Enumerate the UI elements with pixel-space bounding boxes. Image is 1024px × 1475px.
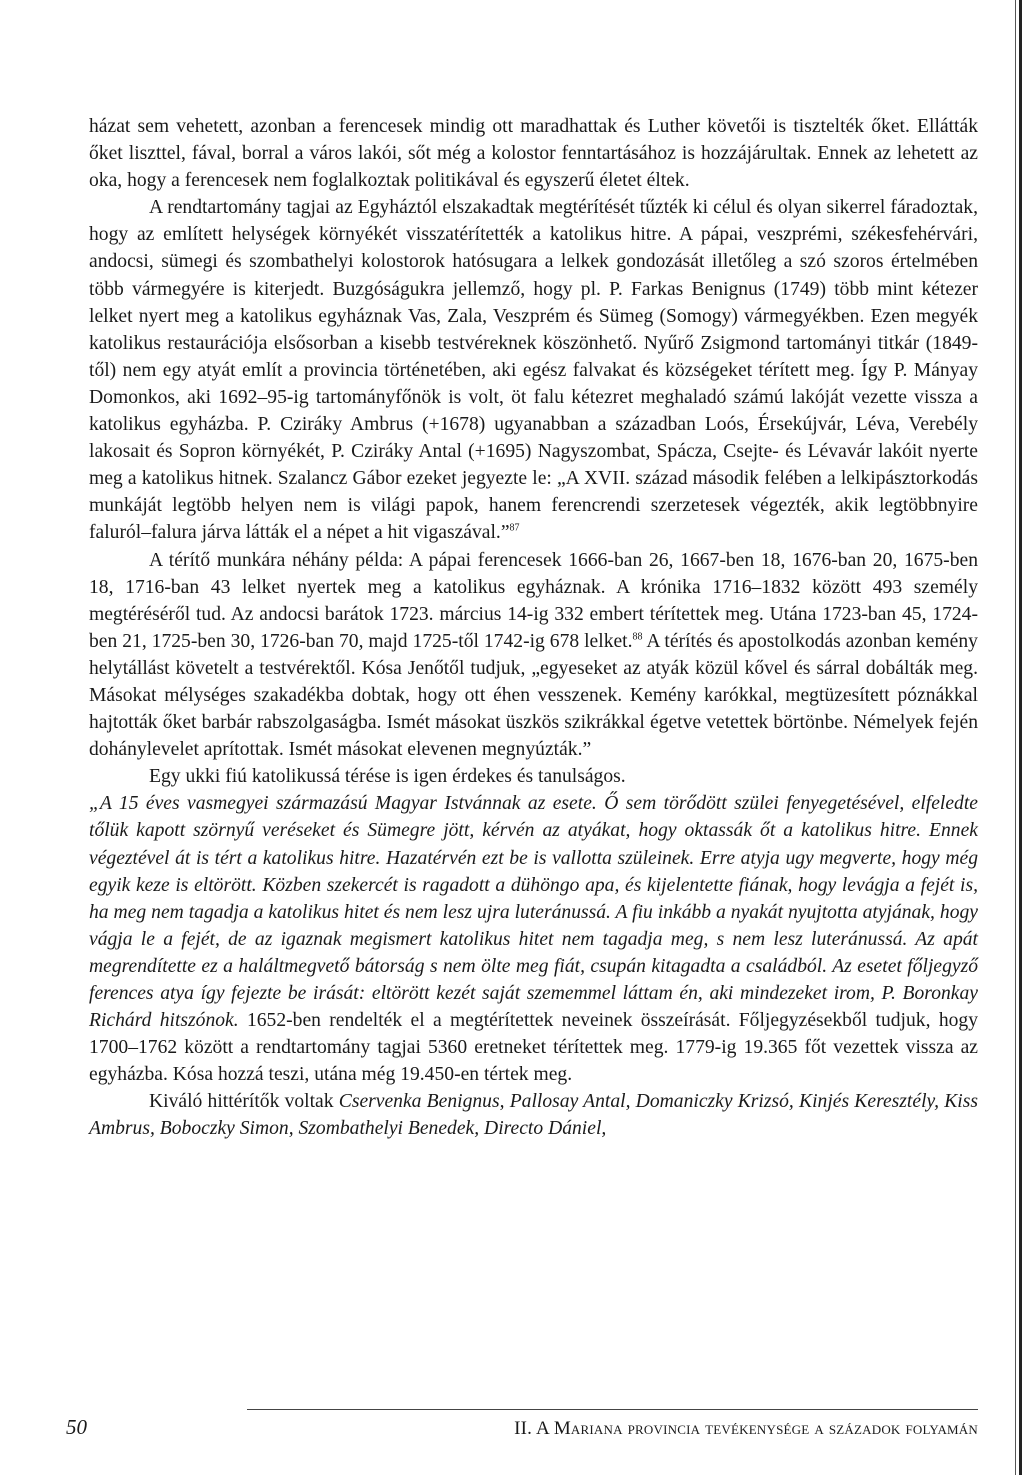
paragraph-3-text: A térítő munkára néhány példa: A pápai ferencesek 1666-ban 26, 1667-ben 18, 1676-ban 20, 1675-ben 18, 1716-ban 43 lelket nyertek meg a katolikus egyháznak. A krónika 1716–1832 között 493 személy megtéréséről tud. Az andocsi barátok 1723. március 14-ig 332 embert térítettek meg. Utána 1723-ban 45, 1724-ben 21, 1725-ben 30, 1726-ban 70, majd 1725-től 1742-ig 678 lelket.: [89, 549, 978, 652]
footnote-ref-88: 88: [632, 631, 643, 643]
footnote-ref-87: 87: [509, 522, 520, 534]
page-edge-rule-thin: [1015, 0, 1016, 1475]
paragraph-4: Egy ukki fiú katolikussá térése is igen érdekes és tanulságos.: [149, 766, 626, 788]
paragraph-3: [89, 547, 978, 764]
paragraph-2: [89, 194, 978, 546]
missionary-names: Cservenka Benignus, Pallosay Antal, Domaniczky Krizsó, Kinjés Keresztély, Kiss Ambrus, Boboczky Simon, Szombathelyi Benedek, Directo Dániel,: [89, 1091, 978, 1140]
footer-rule: [247, 1409, 978, 1410]
paragraph-2-text: A rendtartomány tagjai az Egyháztól elszakadtak megtérítését tűzték ki célul és olyan sikerrel fáradoztak, hogy az említett helységek környékét visszatérítették a katolikus hitre. A pápai, veszprémi, székesfehérvári, andocsi, sümegi és szombathelyi kolostorok hatósugara a lelkek gondozását illetőleg a szó szoros értelmében több vármegyére is kiterjedt. Buzgóságukra jellemző, hogy pl. P. Farkas Benignus (1749) több mint kétezer lelket nyert meg a katolikus egyháznak Vas, Zala, Veszprém és Sümeg (Somogy) vármegyékben. Ezen megyék katolikus restaurációja elsősorban a kisebb testvéreknek köszönhető. Nyűrő Zsigmond tartományi titkár (1849-től) nem egy atyát említ a provincia történetében, aki egész falvakat és községeket térített meg. Így P. Mányay Domonkos, aki 1692–95-ig tartományfőnök is volt, öt falu kétezret meghaladó számú lakóját vezette vissza a katolikus egyházba. P. Cziráky Ambrus (+1678) ugyanabban a században Loós, Érsekújvár, Léva, Verebély lakosait és Sopron környékét, P. Cziráky Antal (+1695) Nagyszombat, Spácza, Csejte- és Lévavár lakóit nyerte meg a katolikus hitnek. Szalancz Gábor ezeket jegyezte le: „A XVII. század második felében a lelkipásztorkodás munkáját legtöbb helyen nem is világi papok, hanem ferencrendi szerzetesek végezték, akik legtöbbnyire faluról–falura járva látták el a népet a hit vigaszával.”: [89, 197, 978, 544]
page-number: 50: [66, 1415, 87, 1439]
paragraph-6: [89, 1088, 978, 1142]
paragraph-6-text: Kiváló hittérítők voltak: [149, 1091, 339, 1113]
quote-text: „A 15 éves vasmegyei származású Magyar Istvánnak az esete. Ő sem törődött szülei fenyegetésével, elfeledte tőlük kapott szörnyű veréseket és Sümegre jött, kérvén az atyákat, hogy oktassák őt a katolikus hitre. Ennek végeztével át is tért a katolikus hitre. Hazatérvén ezt be is vallotta szüleinek. Erre atyja ugy megverte, hogy még egyik keze is eltörött. Közben szekercét is ragadott a dühöngo apa, és kijelentette fiának, hogy levágja a fejét is, ha meg nem tagadja a katolikus hitet és nem lesz ujra luteránussá. A fiu inkább a nyakát nyujtotta atyjának, hogy vágja le a fejét, de az igaznak megismert katolikus hitet nem tagadja meg, s nem lesz luteránussá. Az apát megrendítette ez a haláltmegvető bátorság s nem ölte meg fiát, csupán kitagadta a családból. Az esetet főljegyző ferences atya így fejezte be irását: eltörött kezét saját szememmel láttam én, aki mindezeket irom, P. Boronkay Richárd hitszónok.: [89, 793, 978, 1032]
paragraph-1: házat sem vehetett, azonban a ferencesek mindig ott maradhattak és Luther követői is tisztelték őket. Ellátták őket liszttel, fával, borral a város lakói, sőt még a kolostor fenntartásához is hozzájárultak. Ennek az lehetett az oka, hogy a ferencesek nem foglalkoztak politikával és egyszerű életet éltek.: [89, 116, 978, 192]
paragraph-5-quote: [89, 790, 978, 1088]
paragraph-5-text: 1652-ben rendelték el a megtérítettek neveinek összeírását. Főljegyzésekből tudjuk, hogy 1700–1762 között a rendtartomány tagjai 5360 eretneket térítettek meg. 1779-ig 19.365 főt vezettek vissza az egyházba. Kósa hozzá teszi, utána még 19.450-en tértek meg.: [89, 1010, 979, 1086]
running-head: II. A Mariana provincia tevékenysége a századok folyamán: [514, 1418, 978, 1439]
page-edge-rule: [1019, 0, 1022, 1475]
paragraph-3-continuation: A térítés és apostolkodás azonban kemény helytállást követelt a testvérektől. Kósa Jenőtől tudjuk, „egyeseket az atyák közül kővel és sárral dobálták meg. Másokat mélységes szakadékba dobtak, hogy ott éhen vesszenek. Kemény karókkal, megtüzesített póznákkal hajtották őket barbár rabszolgaságba. Ismét másokat üszkös szikrákkal égetve vetettek börtönbe. Némelyek fején dohánylevelet aprítottak. Ismét másokat elevenen megnyúzták.”: [89, 630, 978, 761]
body-text: [89, 113, 978, 1143]
